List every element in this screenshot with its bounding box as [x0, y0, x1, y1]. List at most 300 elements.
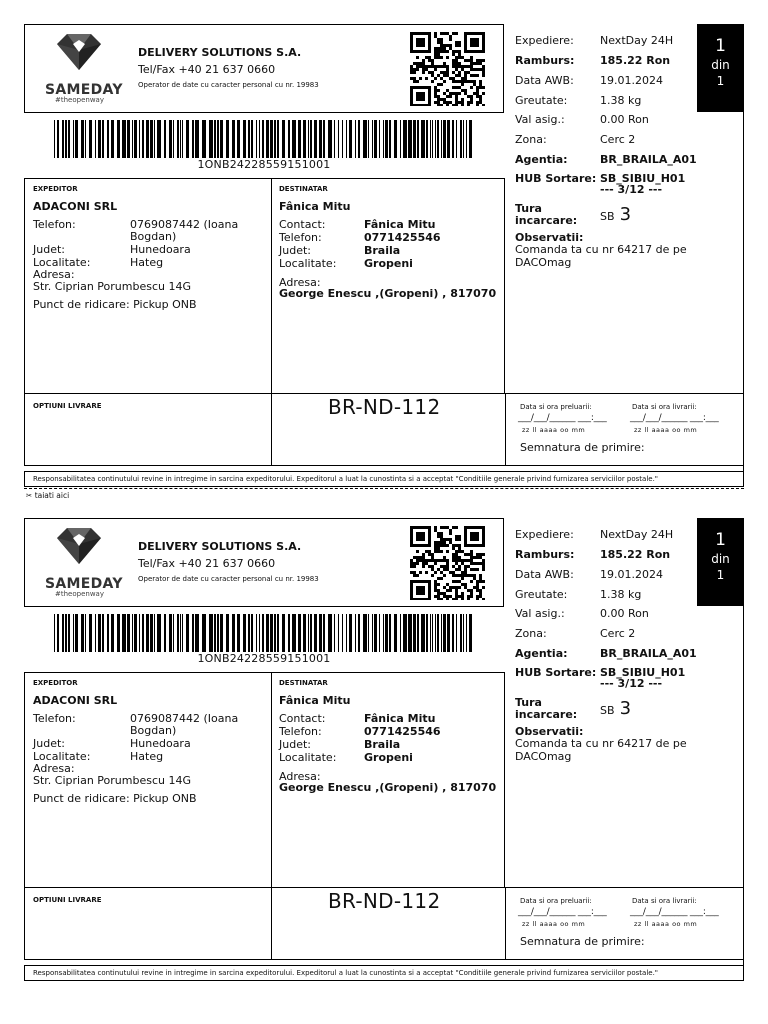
qr-module — [428, 553, 431, 556]
qr-module — [461, 83, 464, 86]
qr-module — [437, 83, 440, 86]
awb-barcode — [54, 614, 474, 652]
pickup-date-legend: zz ll aaaa oo mm — [522, 426, 586, 434]
recipient-judet: Braila — [364, 244, 401, 257]
qr-module — [470, 62, 473, 65]
qr-module — [455, 538, 458, 541]
barcode-bar — [54, 120, 55, 158]
qr-module — [479, 580, 482, 583]
qr-module — [434, 571, 437, 574]
barcode-bar — [430, 614, 431, 652]
barcode-bar — [186, 120, 189, 158]
barcode-bar — [298, 120, 301, 158]
qr-module — [452, 559, 455, 562]
barcode-bar — [259, 614, 260, 652]
barcode-bar — [342, 614, 343, 652]
qr-module — [461, 65, 464, 68]
qr-module — [428, 59, 431, 62]
qr-module — [461, 56, 464, 59]
qr-module — [434, 77, 437, 80]
barcode-bar — [182, 120, 183, 158]
qr-module — [449, 38, 452, 41]
qr-module — [422, 565, 425, 568]
qr-module — [431, 553, 434, 556]
qr-module — [449, 541, 452, 544]
barcode-bar — [379, 120, 380, 158]
qr-module — [434, 544, 437, 547]
qr-module — [446, 562, 449, 565]
qr-module — [437, 65, 440, 68]
recipient-localitate: Gropeni — [364, 751, 413, 764]
qr-module — [431, 565, 434, 568]
barcode-bar — [192, 614, 194, 652]
qr-module — [458, 559, 461, 562]
recipient-telefon-label: Telefon: — [279, 725, 322, 738]
qr-module — [467, 65, 470, 68]
qr-module — [437, 598, 440, 600]
qr-module — [470, 553, 473, 556]
qr-module — [452, 50, 455, 53]
qr-module — [464, 74, 467, 77]
qr-module — [482, 104, 485, 106]
qr-module — [449, 35, 452, 38]
qr-module — [413, 71, 416, 74]
sender-name: ADACONI SRL — [33, 694, 118, 707]
qr-module — [455, 86, 458, 89]
barcode-bar — [338, 120, 339, 158]
qr-module — [446, 598, 449, 600]
qr-module — [434, 65, 437, 68]
qr-module — [452, 547, 455, 550]
qr-module — [434, 562, 437, 565]
qr-module — [476, 562, 479, 565]
qr-module — [476, 583, 479, 586]
awb-number: 1ONB24228559151001 — [197, 652, 331, 665]
qr-module — [434, 53, 437, 56]
qr-module — [446, 74, 449, 77]
qr-module — [425, 562, 428, 565]
qr-module — [422, 559, 425, 562]
qr-module — [416, 562, 419, 565]
barcode-bar — [256, 614, 257, 652]
delivery-date-blank: ___/___/______ ___:___ — [630, 413, 719, 423]
company-telfax: Tel/Fax +40 21 637 0660 — [138, 63, 276, 76]
qr-module — [413, 562, 416, 565]
qr-module — [458, 580, 461, 583]
qr-module — [464, 586, 467, 589]
barcode-bar — [308, 614, 309, 652]
qr-module — [479, 62, 482, 65]
qr-module — [473, 577, 476, 580]
qr-module — [458, 101, 461, 104]
qr-module — [464, 583, 467, 586]
qr-module — [431, 559, 434, 562]
barcode-bar — [282, 120, 285, 158]
barcode-bar — [202, 120, 206, 158]
awb-barcode — [54, 120, 474, 158]
qr-module — [446, 583, 449, 586]
qr-module — [434, 559, 437, 562]
barcode-bar — [73, 120, 74, 158]
qr-module — [461, 559, 464, 562]
barcode-bar — [237, 614, 240, 652]
recipient-localitate: Gropeni — [364, 257, 413, 270]
qr-module — [437, 50, 440, 53]
qr-module — [473, 574, 476, 577]
barcode-bar — [154, 120, 155, 158]
qr-module — [482, 553, 485, 556]
qr-module — [482, 598, 485, 600]
qr-module — [470, 80, 473, 83]
qr-module — [434, 95, 437, 98]
qr-module — [470, 592, 473, 595]
barcode-bar — [142, 120, 144, 158]
qr-module — [422, 68, 425, 71]
qr-module — [482, 568, 485, 571]
recipient-heading: DESTINATAR — [279, 185, 328, 193]
qr-module — [449, 77, 452, 80]
qr-module — [455, 80, 458, 83]
qr-module — [461, 104, 464, 106]
qr-module — [470, 65, 473, 68]
barcode-bar — [447, 120, 450, 158]
barcode-bar — [452, 120, 454, 158]
qr-module — [434, 35, 437, 38]
barcode-bar — [232, 614, 235, 652]
recipient-judet-label: Judet: — [279, 244, 311, 257]
qr-module — [440, 541, 443, 544]
barcode-bar — [127, 120, 130, 158]
cut-line — [24, 488, 744, 489]
qr-module — [476, 62, 479, 65]
qr-module — [476, 86, 479, 89]
qr-module — [422, 71, 425, 74]
qr-module — [464, 71, 467, 74]
qr-module — [437, 595, 440, 598]
barcode-bar — [150, 614, 153, 652]
barcode-bar — [413, 614, 416, 652]
pickup-date-label: Data si ora preluarii: — [520, 897, 592, 905]
qr-module — [464, 92, 467, 95]
qr-module — [449, 532, 452, 535]
qr-module — [470, 574, 473, 577]
qr-module — [446, 65, 449, 68]
qr-module — [452, 553, 455, 556]
barcode-bar — [368, 614, 369, 652]
qr-module — [455, 56, 458, 59]
barcode-bar — [173, 120, 174, 158]
recipient-contact: Fânica Mitu — [364, 712, 436, 725]
qr-module — [437, 559, 440, 562]
qr-module — [455, 589, 458, 592]
qr-module — [431, 574, 434, 577]
qr-module — [467, 80, 470, 83]
qr-module — [476, 89, 479, 92]
qr-module — [413, 556, 416, 559]
qr-module — [458, 41, 461, 44]
barcode-bar — [180, 120, 181, 158]
barcode-bar — [308, 120, 309, 158]
barcode-bar — [274, 614, 276, 652]
sender-localitate-label: Localitate: — [33, 256, 91, 269]
barcode-bar — [403, 120, 407, 158]
barcode-bar — [182, 614, 183, 652]
qr-module — [479, 83, 482, 86]
barcode-bar — [310, 120, 312, 158]
barcode-bar — [408, 614, 412, 652]
qr-module — [449, 538, 452, 541]
qr-module — [449, 44, 452, 47]
delivery-date-label: Data si ora livrarii: — [632, 897, 697, 905]
qr-module — [458, 50, 461, 53]
barcode-bar — [192, 120, 194, 158]
barcode-bar — [383, 614, 384, 652]
qr-module — [461, 595, 464, 598]
barcode-bar — [374, 120, 377, 158]
qr-module — [476, 92, 479, 95]
qr-module — [452, 556, 455, 559]
qr-module — [446, 101, 449, 104]
qr-module — [479, 86, 482, 89]
qr-module — [434, 529, 437, 532]
qr-module — [443, 62, 446, 65]
barcode-bar — [342, 120, 343, 158]
qr-module — [443, 65, 446, 68]
barcode-bar — [432, 120, 433, 158]
barcode-bar — [469, 614, 472, 652]
qr-module — [464, 574, 467, 577]
company-name: DELIVERY SOLUTIONS S.A. — [138, 46, 302, 59]
qr-module — [413, 80, 416, 83]
qr-module — [443, 586, 446, 589]
barcode-bar — [363, 120, 367, 158]
barcode-bar — [102, 120, 104, 158]
barcode-bar — [132, 614, 133, 652]
qr-module — [431, 568, 434, 571]
qr-module — [440, 65, 443, 68]
qr-module — [440, 47, 443, 50]
qr-module — [422, 556, 425, 559]
qr-module — [410, 565, 413, 568]
qr-module — [443, 101, 446, 104]
qr-module — [449, 529, 452, 532]
qr-module — [437, 53, 440, 56]
qr-module — [452, 92, 455, 95]
barcode-bar — [243, 614, 246, 652]
sender-telefon-label: Telefon: — [33, 712, 76, 725]
qr-module — [461, 68, 464, 71]
barcode-bar — [441, 120, 442, 158]
pickup-date-blank: ___/___/______ ___:___ — [518, 907, 607, 917]
qr-module — [467, 95, 470, 98]
barcode-bar — [173, 614, 174, 652]
barcode-bar — [89, 614, 92, 652]
recipient-adresa: George Enescu ,(Gropeni) , 817070 — [279, 781, 497, 794]
qr-module — [476, 589, 479, 592]
qr-module — [464, 80, 467, 83]
qr-module — [434, 526, 437, 529]
recipient-contact: Fânica Mitu — [364, 218, 436, 231]
qr-module — [425, 550, 428, 553]
qr-module — [443, 74, 446, 77]
sender-judet: Hunedoara — [130, 243, 191, 256]
info-observatii-label: Observatii: — [515, 231, 584, 244]
barcode-bar — [220, 614, 223, 652]
qr-module — [416, 559, 419, 562]
barcode-bar — [202, 614, 206, 652]
barcode-bar — [441, 614, 442, 652]
qr-module — [479, 98, 482, 101]
qr-module — [455, 50, 458, 53]
qr-module — [446, 568, 449, 571]
qr-module — [437, 541, 440, 544]
barcode-bar — [417, 614, 419, 652]
barcode-bar — [134, 120, 137, 158]
barcode-bar — [217, 120, 219, 158]
qr-module — [473, 74, 476, 77]
qr-module — [464, 77, 467, 80]
qr-module — [449, 586, 452, 589]
qr-module — [437, 38, 440, 41]
barcode-bar — [319, 614, 322, 652]
qr-module — [482, 71, 485, 74]
barcode-bar — [75, 120, 78, 158]
info-tura-value: SB 3 — [600, 204, 632, 225]
qr-module — [425, 77, 428, 80]
barcode-bar — [157, 120, 161, 158]
qr-module — [455, 598, 458, 600]
barcode-bar — [334, 614, 335, 652]
pickup-date-label: Data si ora preluarii: — [520, 403, 592, 411]
barcode-bar — [292, 614, 296, 652]
barcode-bar — [385, 614, 388, 652]
barcode-bar — [349, 120, 352, 158]
qr-module — [434, 586, 437, 589]
barcode-bar — [403, 614, 407, 652]
qr-module — [470, 56, 473, 59]
qr-module — [416, 68, 419, 71]
qr-module — [440, 592, 443, 595]
barcode-bar — [346, 120, 347, 158]
qr-module — [479, 595, 482, 598]
qr-module — [440, 50, 443, 53]
qr-module — [413, 565, 416, 568]
barcode-bar — [421, 614, 425, 652]
qr-module — [452, 104, 455, 106]
barcode-bar — [164, 120, 166, 158]
qr-module — [458, 86, 461, 89]
qr-module — [464, 571, 467, 574]
barcode-bar — [259, 120, 260, 158]
qr-module — [452, 62, 455, 65]
barcode-bar — [232, 120, 235, 158]
barcode-bar — [338, 614, 339, 652]
barcode-bar — [355, 120, 356, 158]
sender-adresa-label: Adresa: — [33, 268, 75, 281]
sender-pickup: Punct de ridicare: Pickup ONB — [33, 298, 197, 311]
barcode-bar — [209, 614, 213, 652]
qr-finder — [470, 38, 479, 47]
barcode-bar — [413, 120, 416, 158]
qr-module — [437, 89, 440, 92]
barcode-bar — [277, 614, 279, 652]
qr-module — [482, 65, 485, 68]
qr-module — [410, 71, 413, 74]
qr-module — [467, 559, 470, 562]
qr-module — [455, 550, 458, 553]
sender-heading: EXPEDITOR — [33, 679, 78, 687]
qr-module — [443, 526, 446, 529]
barcode-bar — [443, 614, 446, 652]
qr-module — [440, 559, 443, 562]
qr-module — [452, 571, 455, 574]
qr-module — [434, 589, 437, 592]
barcode-bar — [298, 614, 301, 652]
qr-module — [419, 77, 422, 80]
barcode-bar — [65, 614, 67, 652]
signature-label: Semnatura de primire: — [520, 935, 645, 948]
qr-module — [455, 32, 458, 35]
qr-module — [440, 565, 443, 568]
qr-module — [428, 65, 431, 68]
barcode-bar — [426, 614, 428, 652]
qr-module — [443, 71, 446, 74]
qr-module — [479, 562, 482, 565]
qr-module — [425, 65, 428, 68]
qr-module — [425, 571, 428, 574]
qr-module — [464, 59, 467, 62]
qr-module — [455, 562, 458, 565]
qr-module — [473, 556, 476, 559]
qr-module — [452, 544, 455, 547]
disclaimer: Responsabilitatea continutului revine in intregime in sarcina expeditorului. Expeditorul a luat la cunostinta si a acceptat "Conditiile generale privind furnizarea serviciilor postale." — [24, 965, 744, 981]
recipient-judet: Braila — [364, 738, 401, 751]
qr-module — [437, 568, 440, 571]
qr-module — [452, 53, 455, 56]
sender-judet-label: Judet: — [33, 737, 65, 750]
barcode-bar — [117, 120, 120, 158]
barcode-bar — [323, 120, 325, 158]
qr-module — [446, 68, 449, 71]
qr-module — [452, 59, 455, 62]
qr-module — [428, 71, 431, 74]
barcode-bar — [346, 614, 347, 652]
barcode-bar — [328, 120, 332, 158]
qr-module — [455, 595, 458, 598]
barcode-bar — [81, 614, 84, 652]
qr-module — [464, 565, 467, 568]
qr-module — [458, 568, 461, 571]
qr-module — [452, 80, 455, 83]
barcode-bar — [177, 120, 179, 158]
qr-module — [455, 74, 458, 77]
qr-module — [440, 44, 443, 47]
qr-module — [476, 598, 479, 600]
barcode-bar — [266, 120, 269, 158]
qr-module — [443, 47, 446, 50]
qr-module — [479, 553, 482, 556]
barcode-bar — [389, 120, 391, 158]
qr-module — [416, 62, 419, 65]
qr-module — [434, 550, 437, 553]
barcode-bar — [292, 120, 296, 158]
qr-module — [476, 595, 479, 598]
qr-module — [440, 532, 443, 535]
qr-module — [443, 92, 446, 95]
qr-module — [482, 92, 485, 95]
barcode-bar — [154, 614, 155, 652]
barcode-bar — [107, 120, 109, 158]
